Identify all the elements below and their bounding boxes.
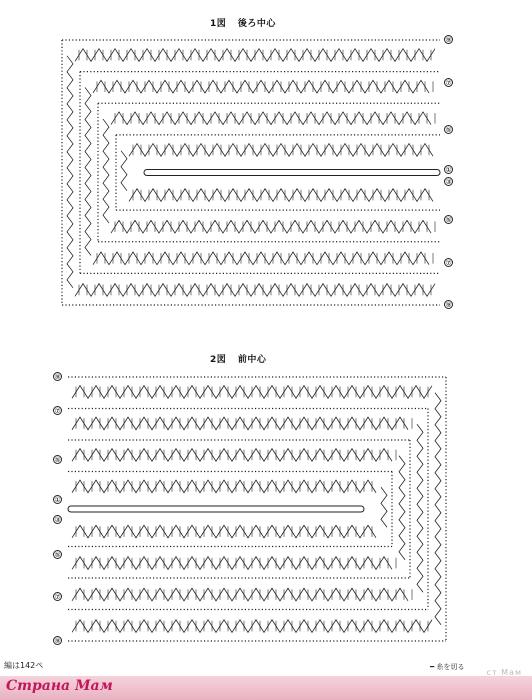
- diagram-2-row-label: ⑨: [54, 373, 61, 381]
- page-reference: 編は142ペ: [4, 661, 44, 670]
- diagram-1-caption: 後ろ中心: [237, 19, 276, 29]
- diagram-2-caption: 前中心: [237, 355, 267, 365]
- diagram-2-row-label: ⑦: [54, 593, 61, 601]
- diagram-2-row-label: ⑦: [54, 407, 61, 415]
- diagram-2-number: 2図: [210, 355, 227, 365]
- dc-cluster-row: [435, 393, 441, 625]
- diagram-1-row-label: ⑦: [445, 79, 452, 87]
- foundation-chain: [144, 170, 440, 176]
- dc-cluster-row: [93, 252, 429, 265]
- dc-cluster-row: [399, 456, 405, 560]
- dc-cluster-row: [381, 487, 387, 527]
- dc-cluster-row: [111, 112, 431, 125]
- diagram-1-row-label: ③: [445, 178, 452, 186]
- dc-cluster-row: [72, 449, 392, 462]
- dc-cluster-row: [72, 525, 376, 538]
- dc-cluster-row: [67, 56, 73, 288]
- diagram-1-number: 1図: [210, 19, 227, 29]
- dc-cluster-row: [111, 220, 431, 233]
- diagram-1-row-label: ①: [445, 166, 452, 174]
- diagram-1-row-label: ⑨: [445, 36, 452, 44]
- diagram-1-row-label: ⑤: [445, 216, 452, 224]
- dc-cluster-row: [129, 189, 433, 202]
- diagram-1-chart: [62, 40, 440, 305]
- dc-cluster-row: [72, 480, 376, 493]
- diagram-2-row-label: ①: [54, 496, 61, 504]
- dc-cluster-row: [417, 424, 423, 592]
- diagram-1-row-label: ⑨: [445, 301, 452, 309]
- diagram-2-chart: [68, 377, 446, 641]
- diagram-2-row-label: ⑤: [54, 551, 61, 559]
- diagram-2-row-label: ⑨: [54, 637, 61, 645]
- watermark: ст Мам: [486, 668, 522, 677]
- diagram-1-row-label: ⑦: [445, 259, 452, 267]
- dc-cluster-row: [72, 557, 392, 570]
- diagram-2-row-label: ⑤: [54, 456, 61, 464]
- foundation-chain: [68, 506, 364, 512]
- dc-cluster-row: [93, 80, 429, 93]
- diagram-1-row-label: ⑤: [445, 126, 452, 134]
- dc-cluster-row: [129, 144, 433, 157]
- cut-yarn-legend: ━ 糸を切る: [430, 663, 465, 671]
- dc-cluster-row: [72, 588, 408, 601]
- dc-cluster-row: [85, 87, 91, 255]
- dc-cluster-row: [121, 151, 127, 191]
- diagram-2-row-label: ③: [54, 516, 61, 524]
- dc-cluster-row: [103, 119, 109, 223]
- dc-cluster-row: [72, 417, 408, 430]
- site-logo[interactable]: Страна Мам: [6, 678, 113, 694]
